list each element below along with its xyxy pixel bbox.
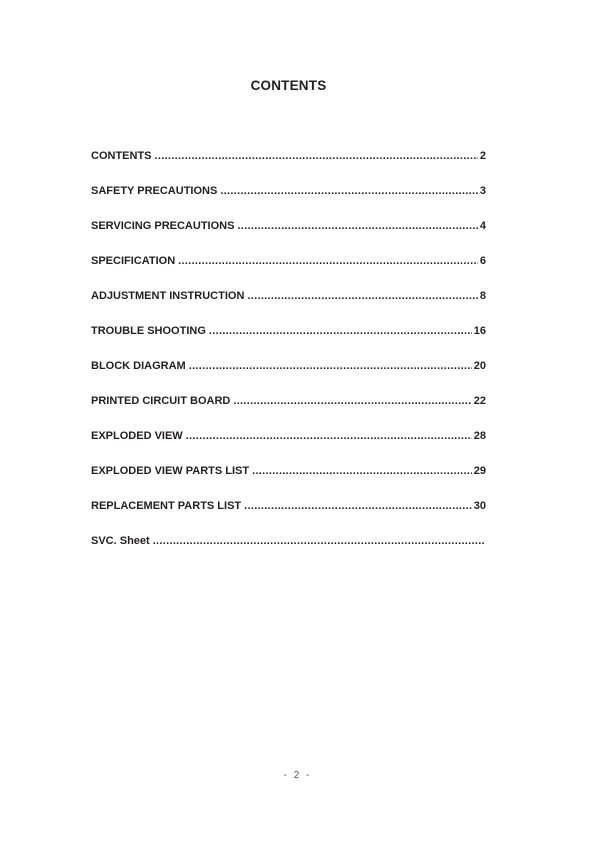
toc-entry-label: SERVICING PRECAUTIONS bbox=[91, 220, 235, 232]
toc-dot-leader bbox=[237, 220, 477, 232]
toc-entry-label: SAFETY PRECAUTIONS bbox=[91, 185, 218, 197]
toc-entry-label: SVC. Sheet bbox=[91, 535, 150, 547]
toc-dot-leader bbox=[153, 535, 484, 547]
toc-entry-label: PRINTED CIRCUIT BOARD bbox=[91, 395, 231, 407]
toc-entry-page: 30 bbox=[473, 500, 486, 512]
toc-entry-label: TROUBLE SHOOTING bbox=[91, 325, 206, 337]
page-title: CONTENTS bbox=[250, 78, 327, 93]
toc-entry-specification[interactable] bbox=[91, 255, 486, 290]
toc-entry-page: 2 bbox=[479, 150, 486, 162]
toc-dot-leader bbox=[189, 360, 472, 372]
toc-dot-leader bbox=[155, 150, 478, 162]
page-number: - 2 - bbox=[283, 770, 312, 781]
toc-entry-label: EXPLODED VIEW bbox=[91, 430, 183, 442]
toc-entry-page: 8 bbox=[479, 290, 486, 302]
toc-entry-label: EXPLODED VIEW PARTS LIST bbox=[91, 465, 250, 477]
toc-entry-label: ADJUSTMENT INSTRUCTION bbox=[91, 290, 245, 302]
toc-entry-page: 6 bbox=[479, 255, 486, 267]
toc-entry-label: CONTENTS bbox=[91, 150, 152, 162]
toc-dot-leader bbox=[220, 185, 478, 197]
toc-entry-replacement-parts-list[interactable] bbox=[91, 500, 486, 535]
toc-entry-trouble-shooting[interactable] bbox=[91, 325, 486, 360]
toc-dot-leader bbox=[178, 255, 478, 267]
toc-entry-printed-circuit-board[interactable] bbox=[91, 395, 486, 430]
toc-entry-page: 4 bbox=[479, 220, 486, 232]
toc-dot-leader bbox=[186, 430, 472, 442]
toc-dot-leader bbox=[252, 465, 472, 477]
toc-entry-contents[interactable] bbox=[91, 150, 486, 185]
toc-entry-block-diagram[interactable] bbox=[91, 360, 486, 395]
toc-dot-leader bbox=[233, 395, 471, 407]
toc-entry-page: 29 bbox=[473, 465, 486, 477]
toc-dot-leader bbox=[247, 290, 477, 302]
toc-entry-adjustment-instruction[interactable] bbox=[91, 290, 486, 325]
toc-dot-leader bbox=[244, 500, 472, 512]
toc-dot-leader bbox=[209, 325, 472, 337]
toc-entry-page: 22 bbox=[473, 395, 486, 407]
toc-entry-page: 28 bbox=[473, 430, 486, 442]
toc-entry-exploded-view[interactable] bbox=[91, 430, 486, 465]
toc-entry-label: BLOCK DIAGRAM bbox=[91, 360, 186, 372]
toc-entry-page: 3 bbox=[479, 185, 486, 197]
table-of-contents bbox=[91, 150, 486, 570]
toc-entry-exploded-view-parts-list[interactable] bbox=[91, 465, 486, 500]
toc-entry-label: REPLACEMENT PARTS LIST bbox=[91, 500, 242, 512]
toc-entry-label: SPECIFICATION bbox=[91, 255, 176, 267]
toc-entry-svc-sheet[interactable] bbox=[91, 535, 486, 570]
toc-entry-servicing-precautions[interactable] bbox=[91, 220, 486, 255]
toc-entry-page: 16 bbox=[473, 325, 486, 337]
toc-entry-page: 20 bbox=[473, 360, 486, 372]
toc-entry-safety-precautions[interactable] bbox=[91, 185, 486, 220]
